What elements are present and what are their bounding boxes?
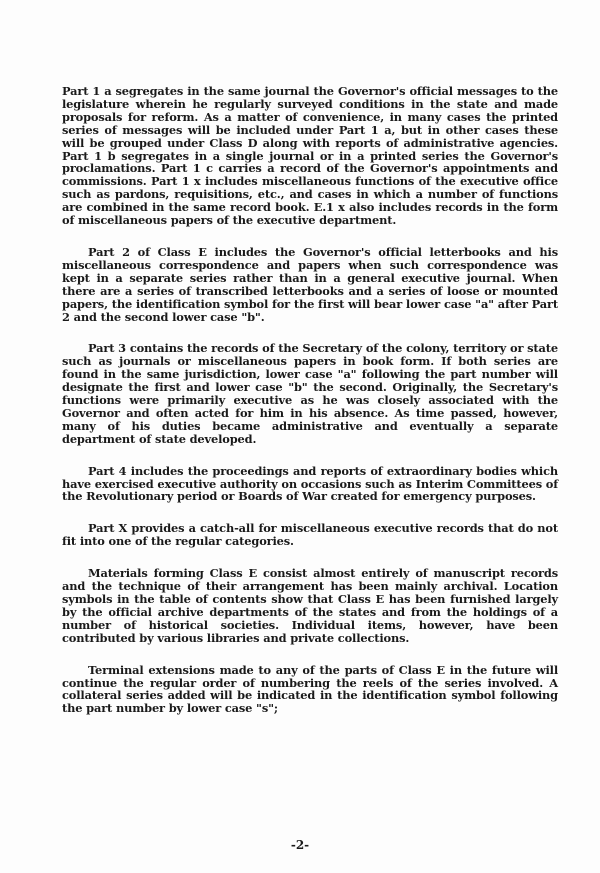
body-text	[62, 85, 558, 734]
paragraph-materials: Materials forming Class E consist almost entirely of manuscript records and the technique of their arrangement has been mainly archival. Location symbols in the table of contents show that Class E has been furnished largely by the official archive departments of the states and from the holdings of a number of historical societies. Individual items, however, have been contributed by various libraries and private collections.	[62, 566, 558, 645]
paragraph-part-4: Part 4 includes the proceedings and reports of extraordinary bodies which have exercised executive authority on occasions such as Interim Committees of the Revolutionary period or Boards of War created for emergency purposes.	[62, 463, 558, 504]
paragraph-part-2: Part 2 of Class E includes the Governor's official letterbooks and his miscellaneous correspondence and papers when such correspondence was kept in a separate series rather than in a general executive journal. When there are a series of transcribed letterbooks and a series of loose or mounted papers, the identification symbol for the first will bear lower case "a" after Part 2 and the second lower case "b".	[62, 244, 558, 324]
paragraph-part-1: Part 1 a segregates in the same journal the Governor's official messages to the legislature wherein he regularly surveyed conditions in the state and made proposals for reform. As a matter of convenience, in many cases the printed series of messages will be included under Part 1 a, but in other cases these will be grouped under Class D along with reports of administrative agencies. Part 1 b segregates in a single journal or in a printed series the Governor's proclamations. Part 1 c carries a record of the Governor's appointments and commissions. Part 1 x includes miscellaneous functions of the executive office such as pardons, requisitions, etc., and cases in which a number of functions are combined in the same record book. E.1 x also includes records in the form of miscellaneous papers of the executive department.	[62, 84, 558, 228]
page-number: -2-	[290, 838, 310, 852]
paragraph-terminal-extensions: Terminal extensions made to any of the parts of Class E in the future will continue the regular order of numbering the reels of the series involved. A collateral series added will be indicated in the identification symbol following the part number by lower case "s";	[62, 662, 558, 716]
paragraph-part-3: Part 3 contains the records of the Secretary of the colony, territory or state such as journals or miscellaneous papers in book form. If both series are found in the same jurisdiction, lower case "a" following the part number will designate the first and lower case "b" the second. Originally, the Secretary's functions were primarily executive as he was closely associated with the Governor and often acted for him in his absence. As time passed, however, many of his duties became administrative and eventually a separate department of state developed.	[62, 341, 558, 446]
paragraph-part-x: Part X provides a catch-all for miscellaneous executive records that do not fit into one of the regular categories.	[62, 521, 558, 549]
